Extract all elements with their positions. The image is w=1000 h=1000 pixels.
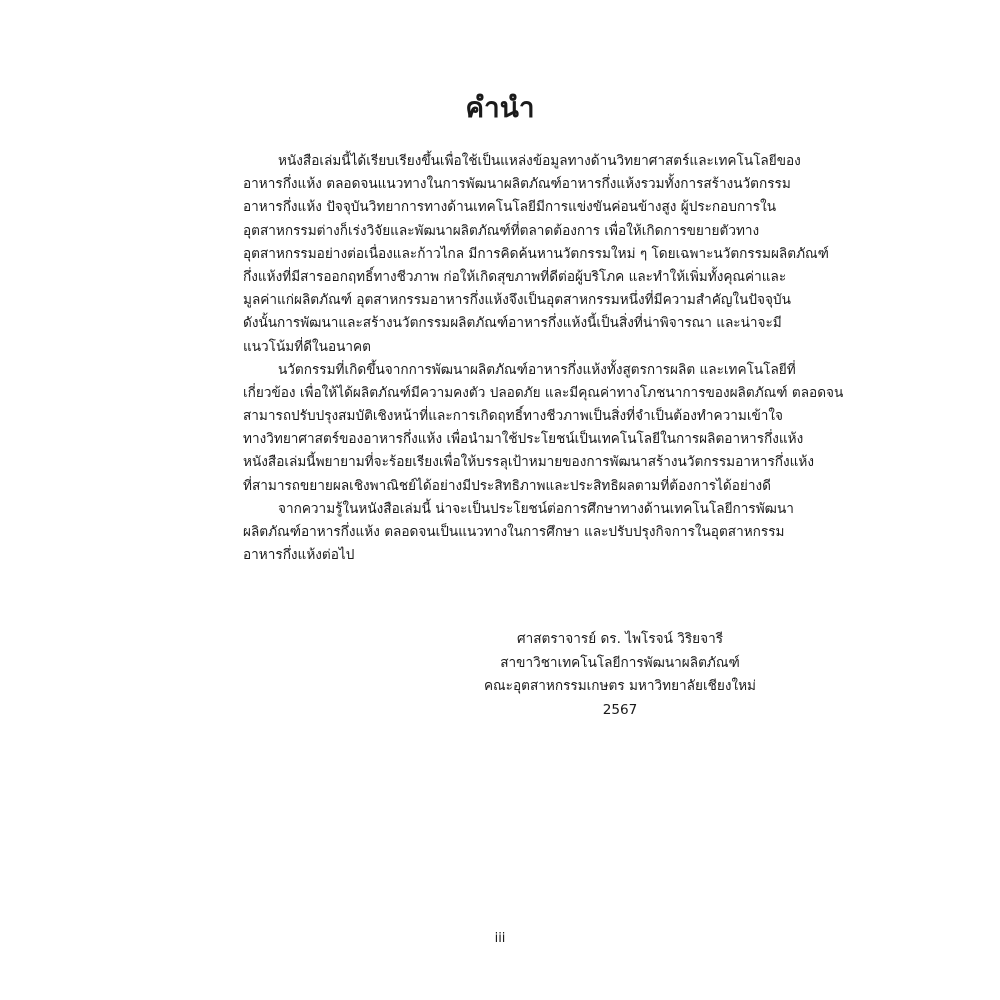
author-name: ศาสตราจารย์ ดร. ไพโรจน์ วิริยจารี xyxy=(516,631,724,647)
author-department: สาขาวิชาเทคโนโลยีการพัฒนาผลิตภัณฑ์ xyxy=(500,654,740,671)
paragraph-1-line-3: อาหารกึ่งแห้ง ปัจจุบันวิทยาการทางด้านเทคโนโลยีมีการแข่งขันค่อนข้างสูง ผู้ประกอบการใน xyxy=(243,199,777,216)
paragraph-2-line-1: นวัตกรรมที่เกิดขึ้นจากการพัฒนาผลิตภัณฑ์อาหารกึ่งแห้งทั้งสูตรการผลิต และเทคโนโลยีที่ xyxy=(278,361,796,378)
paragraph-1-line-1: หนังสือเล่มนี้ได้เรียบเรียงขึ้นเพื่อใช้เป็นแหล่งข้อมูลทางด้านวิทยาศาสตร์และเทคโนโลยีของ xyxy=(278,153,801,169)
paragraph-2-line-2: เกี่ยวข้อง เพื่อให้ได้ผลิตภัณฑ์มีความคงตัว ปลอดภัย และมีคุณค่าทางโภชนาการของผลิตภัณฑ์ ตลอดจน xyxy=(243,384,844,401)
signature-block xyxy=(470,628,770,722)
page-title: คำนำ xyxy=(465,91,535,124)
paragraph-1-line-8: ดังนั้นการพัฒนาและสร้างนวัตกรรมผลิตภัณฑ์อาหารกึ่งแห้งนี้เป็นสิ่งที่น่าพิจารณา และน่าจะมี xyxy=(243,315,782,332)
paragraph-2-line-6: ที่สามารถขยายผลเชิงพาณิชย์ได้อย่างมีประสิทธิภาพและประสิทธิผลตามที่ต้องการได้อย่างดี xyxy=(243,477,771,494)
preface-body xyxy=(243,150,844,567)
paragraph-1-line-2: อาหารกึ่งแห้ง ตลอดจนแนวทางในการพัฒนาผลิตภัณฑ์อาหารกึ่งแห้งรวมทั้งการสร้างนวัตกรรม xyxy=(243,176,791,193)
paragraph-3-line-2: ผลิตภัณฑ์อาหารกึ่งแห้ง ตลอดจนเป็นแนวทางในการศึกษา และปรับปรุงกิจการในอุตสาหกรรม xyxy=(243,524,785,540)
paragraph-2-line-5: หนังสือเล่มนี้พยายามที่จะร้อยเรียงเพื่อให้บรรลุเป้าหมายของการพัฒนาสร้างนวัตกรรมอาหารกึ่งแห้ง xyxy=(243,454,815,471)
paragraph-1-line-6: กึ่งแห้งที่มีสารออกฤทธิ์ทางชีวภาพ ก่อให้เกิดสุขภาพที่ดีต่อผู้บริโภค และทำให้เพิ่มทั้งคุณค่าและ xyxy=(243,268,787,285)
paragraph-1-line-4: อุตสาหกรรมต่างก็เร่งวิจัยและพัฒนาผลิตภัณฑ์ที่ตลาดต้องการ เพื่อให้เกิดการขยายตัวทาง xyxy=(243,222,760,239)
paragraph-1-line-7: มูลค่าแก่ผลิตภัณฑ์ อุตสาหกรรมอาหารกึ่งแห้งจึงเป็นอุตสาหกรรมหนึ่งที่มีความสำคัญในปัจจุบัน xyxy=(243,292,791,309)
page-number: iii xyxy=(494,931,506,946)
paragraph-2-line-3: สามารถปรับปรุงสมบัติเชิงหน้าที่และการเกิดฤทธิ์ทางชีวภาพเป็นสิ่งที่จำเป็นต้องทำความเข้าใจ xyxy=(243,408,783,425)
paragraph-3-line-3: อาหารกึ่งแห้งต่อไป xyxy=(243,547,355,564)
paragraph-3-line-1: จากความรู้ในหนังสือเล่มนี้ น่าจะเป็นประโยชน์ต่อการศึกษาทางด้านเทคโนโลยีการพัฒนา xyxy=(278,500,794,517)
signature-year: 2567 xyxy=(602,701,638,718)
paragraph-1-line-5: อุตสาหกรรมอย่างต่อเนื่องและก้าวไกล มีการคิดค้นหานวัตกรรมใหม่ ๆ โดยเฉพาะนวัตกรรมผลิตภัณฑ์ xyxy=(243,245,829,262)
paragraph-1-line-9: แนวโน้มที่ดีในอนาคต xyxy=(243,338,371,355)
paragraph-2-line-4: ทางวิทยาศาสตร์ของอาหารกึ่งแห้ง เพื่อนำมาใช้ประโยชน์เป็นเทคโนโลยีในการผลิตอาหารกึ่งแห้ง xyxy=(243,431,804,448)
author-faculty: คณะอุตสาหกรรมเกษตร มหาวิทยาลัยเชียงใหม่ xyxy=(483,678,757,694)
